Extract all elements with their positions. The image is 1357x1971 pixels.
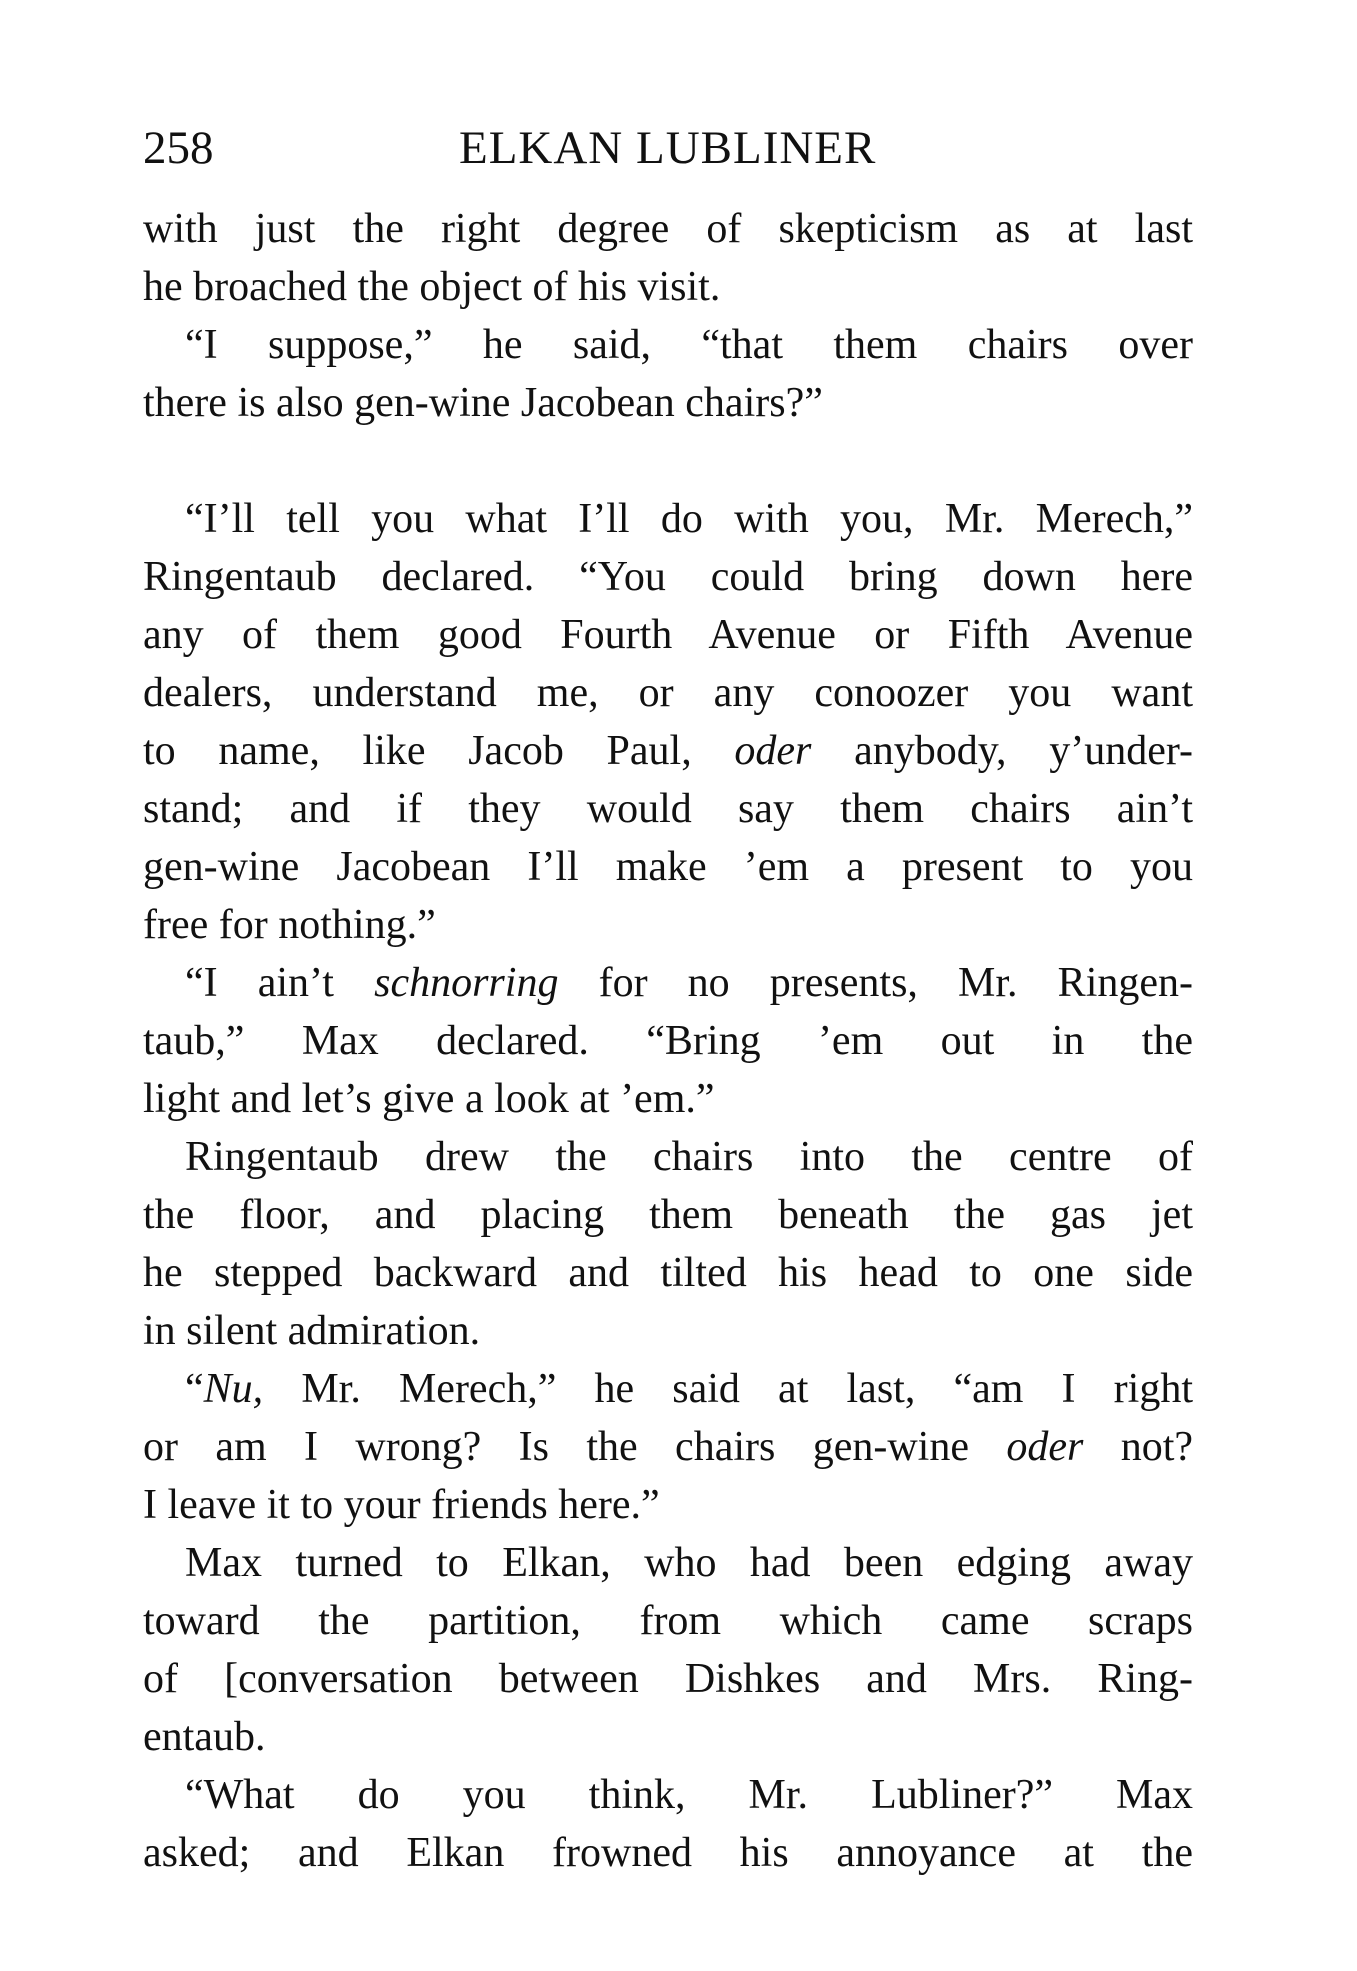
page-header <box>143 118 1193 178</box>
text-line: asked; and Elkan frowned his annoyance at the <box>143 1830 1193 1876</box>
text-line: taub,” Max declared. “Bring ’em out in the <box>143 1018 1193 1064</box>
text-line: “What do you think, Mr. Lubliner?” Max <box>185 1772 1193 1818</box>
text-line: light and let’s give a look at ’em.” <box>143 1076 715 1122</box>
paragraph-gap <box>143 432 1193 490</box>
text-fragment: not? <box>1120 1424 1194 1470</box>
text-line: Ringentaub drew the chairs into the centre of <box>185 1134 1193 1180</box>
text-line: he broached the object of his visit. <box>143 264 721 310</box>
italic-word: schnorring <box>374 960 559 1006</box>
text-line: free for nothing.” <box>143 902 436 948</box>
text-line: Max turned to Elkan, who had been edging away <box>185 1540 1193 1586</box>
text-line <box>143 954 1193 1012</box>
text-line: gen-wine Jacobean I’ll make ’em a present to you <box>143 844 1193 890</box>
text-line: of [conversation between Dishkes and Mrs. Ring- <box>143 1656 1193 1702</box>
text-line <box>143 722 1193 780</box>
text-fragment: Mr. Merech,” he said at last, “am I right <box>301 1366 1194 1412</box>
text-fragment: anybody, y’under- <box>854 728 1193 774</box>
text-fragment: to name, like Jacob Paul, <box>143 728 692 774</box>
text-fragment: “I ain’t <box>185 960 334 1006</box>
text-line <box>143 1360 1193 1418</box>
text-line: stand; and if they would say them chairs ain’t <box>143 786 1193 832</box>
text-line: there is also gen-wine Jacobean chairs?” <box>143 380 823 426</box>
text-line: in silent admiration. <box>143 1308 481 1354</box>
italic-word: oder <box>1006 1424 1084 1470</box>
text-line: any of them good Fourth Avenue or Fifth Avenue <box>143 612 1193 658</box>
italic-word: Nu, <box>203 1366 264 1412</box>
text-line: with just the right degree of skepticism as at last <box>143 206 1193 252</box>
text-line: entaub. <box>143 1714 266 1760</box>
italic-word: oder <box>734 728 812 774</box>
page-number: 258 <box>143 122 214 174</box>
text-fragment: or am I wrong? Is the chairs gen-wine <box>143 1424 969 1470</box>
body-text <box>143 200 1193 1882</box>
running-title: ELKAN LUBLINER <box>459 122 877 174</box>
text-line: Ringentaub declared. “You could bring down here <box>143 554 1193 600</box>
text-line <box>143 1418 1193 1476</box>
text-line: he stepped backward and tilted his head to one side <box>143 1250 1193 1296</box>
text-fragment: “ <box>185 1366 204 1412</box>
text-line: toward the partition, from which came scraps <box>143 1598 1193 1644</box>
text-line: “I’ll tell you what I’ll do with you, Mr. Merech,” <box>185 496 1193 542</box>
text-line: I leave it to your friends here.” <box>143 1482 660 1528</box>
text-line: “I suppose,” he said, “that them chairs over <box>185 322 1193 368</box>
text-fragment: for no presents, Mr. Ringen- <box>598 960 1193 1006</box>
text-line: the floor, and placing them beneath the gas jet <box>143 1192 1193 1238</box>
text-line: dealers, understand me, or any conoozer you want <box>143 670 1193 716</box>
